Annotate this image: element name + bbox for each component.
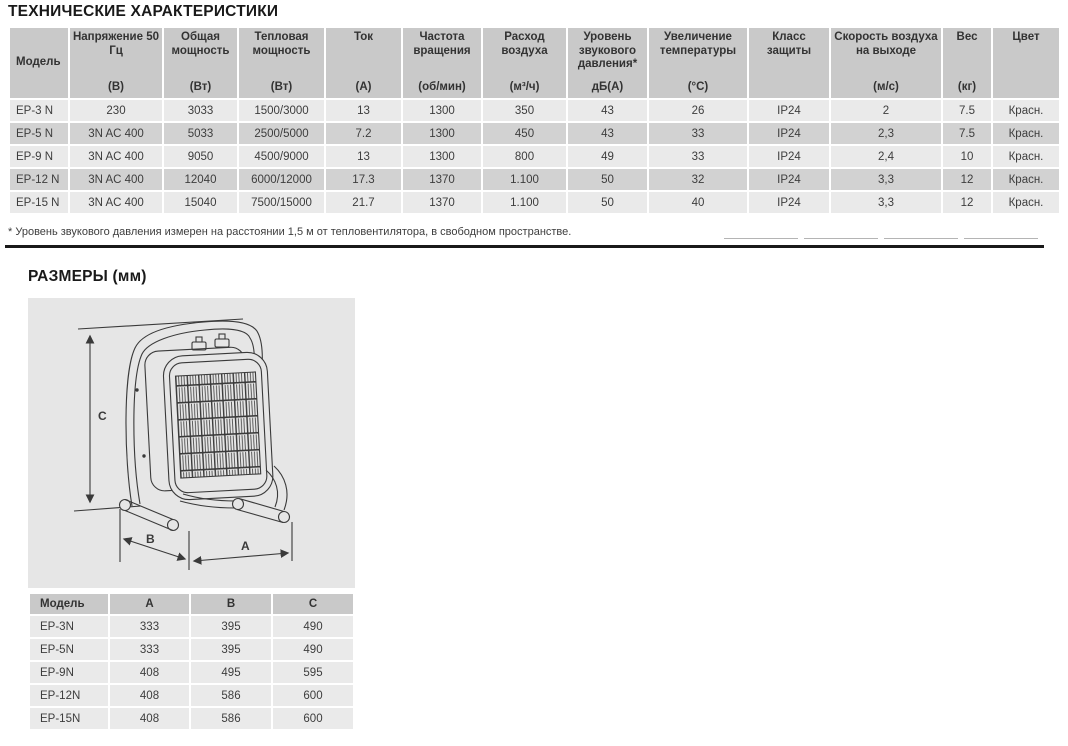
spec-row-value: 10 — [943, 146, 991, 167]
dimensions-row-value: 600 — [273, 685, 353, 706]
spec-row-value: 7.5 — [943, 100, 991, 121]
spec-row — [10, 123, 1059, 144]
dimensions-row-model: EP-3N — [30, 616, 108, 637]
spec-row-value: 50 — [568, 192, 647, 213]
front-grille — [175, 372, 260, 478]
heater-line-drawing — [28, 298, 355, 588]
spec-row-value: Красн. — [993, 169, 1059, 190]
spec-row-value: 2,3 — [831, 123, 941, 144]
spec-row-value: 43 — [568, 100, 647, 121]
dimensions-row — [30, 662, 353, 683]
spec-row-model: EP-3 N — [10, 100, 68, 121]
spec-row-value: 7.5 — [943, 123, 991, 144]
spec-row-value: 800 — [483, 146, 566, 167]
spec-row-value: 1.100 — [483, 192, 566, 213]
dimensions-row — [30, 616, 353, 637]
dimensions-row-value: 586 — [191, 708, 271, 729]
dimensions-heading: РАЗМЕРЫ (мм) — [28, 268, 147, 285]
spec-row — [10, 169, 1059, 190]
dimensions-column-header: Модель — [30, 594, 108, 614]
dimensions-row-value: 395 — [191, 639, 271, 660]
spec-row-value: 1500/3000 — [239, 100, 324, 121]
dimensions-column-header: B — [191, 594, 271, 614]
spec-row-value: 3033 — [164, 100, 237, 121]
spec-row-value: 1370 — [403, 169, 481, 190]
spec-row-value: Красн. — [993, 123, 1059, 144]
spec-row-value: 40 — [649, 192, 747, 213]
divider-segment — [804, 238, 878, 239]
spec-row-value: 9050 — [164, 146, 237, 167]
dimensions-row-value: 395 — [191, 616, 271, 637]
divider-segment — [964, 238, 1038, 239]
spec-row-value: 450 — [483, 123, 566, 144]
spec-column-header: Тепловая мощность (Вт) — [239, 28, 324, 98]
dimensions-row-value: 408 — [110, 685, 189, 706]
dimensions-row-value: 490 — [273, 616, 353, 637]
dimensions-header-row — [30, 594, 353, 614]
screw-dot — [142, 454, 145, 457]
dimensions-row-model: EP-5N — [30, 639, 108, 660]
spec-row-value: 230 — [70, 100, 162, 121]
spec-row-value: 3,3 — [831, 169, 941, 190]
spec-column-header: Вес (кг) — [943, 28, 991, 98]
spec-row-value: 5033 — [164, 123, 237, 144]
dimensions-row-value: 495 — [191, 662, 271, 683]
dimensions-row-value: 490 — [273, 639, 353, 660]
spec-column-header: Скорость воздуха на выходе (м/с) — [831, 28, 941, 98]
spec-row-value: 2 — [831, 100, 941, 121]
spec-row-value: IP24 — [749, 146, 829, 167]
spec-row-value: 15040 — [164, 192, 237, 213]
spec-row-value: 12040 — [164, 169, 237, 190]
dimensions-row-value: 408 — [110, 662, 189, 683]
spec-row-value: IP24 — [749, 100, 829, 121]
spec-row-value: IP24 — [749, 169, 829, 190]
dimensions-row — [30, 639, 353, 660]
spec-row-value: 21.7 — [326, 192, 401, 213]
section-divider-rule — [5, 245, 1044, 248]
spec-row-value: 2500/5000 — [239, 123, 324, 144]
spec-row-model: EP-15 N — [10, 192, 68, 213]
spec-table-container — [8, 26, 1061, 215]
sound-level-footnote: * Уровень звукового давления измерен на расстоянии 1,5 м от тепловентилятора, в свободном пространстве. — [8, 226, 572, 238]
dimensions-table-container — [28, 592, 355, 731]
spec-row-value: 17.3 — [326, 169, 401, 190]
spec-row — [10, 146, 1059, 167]
spec-row-value: 26 — [649, 100, 747, 121]
c-top-extension-line — [78, 319, 243, 329]
spec-row-value: 6000/12000 — [239, 169, 324, 190]
spec-row-value: 7.2 — [326, 123, 401, 144]
spec-column-header: Модель — [10, 28, 68, 98]
spec-row-value: 2,4 — [831, 146, 941, 167]
heater-dimension-drawing — [28, 298, 355, 588]
spec-row-value: Красн. — [993, 100, 1059, 121]
spec-row-value: 43 — [568, 123, 647, 144]
dimensions-row-model: EP-12N — [30, 685, 108, 706]
spec-row-value: 13 — [326, 146, 401, 167]
spec-row-value: 3N AC 400 — [70, 192, 162, 213]
spec-row-model: EP-5 N — [10, 123, 68, 144]
dimensions-table — [28, 592, 355, 731]
spec-row-value: IP24 — [749, 123, 829, 144]
spec-column-header: Общая мощность (Вт) — [164, 28, 237, 98]
dimensions-row-value: 586 — [191, 685, 271, 706]
dimensions-column-header: C — [273, 594, 353, 614]
spec-row-value: 1300 — [403, 100, 481, 121]
spec-column-header: Расход воздуха (м³/ч) — [483, 28, 566, 98]
spec-row-value: 1300 — [403, 146, 481, 167]
spec-column-header: Уровень звукового давления* дБ(А) — [568, 28, 647, 98]
spec-column-header: Напряжение 50 Гц (В) — [70, 28, 162, 98]
spec-row-value: 1.100 — [483, 169, 566, 190]
divider-segment — [884, 238, 958, 239]
spec-header-row — [10, 28, 1059, 98]
spec-row-value: 1300 — [403, 123, 481, 144]
spec-row-value: 3,3 — [831, 192, 941, 213]
spec-row-value: 3N AC 400 — [70, 123, 162, 144]
spec-row-value: Красн. — [993, 146, 1059, 167]
spec-row-model: EP-9 N — [10, 146, 68, 167]
dimensions-row-model: EP-15N — [30, 708, 108, 729]
dimensions-row-value: 333 — [110, 616, 189, 637]
dimensions-row-model: EP-9N — [30, 662, 108, 683]
spec-row-value: 350 — [483, 100, 566, 121]
spec-table — [8, 26, 1061, 215]
spec-table-body — [10, 100, 1059, 213]
spec-row-value: 49 — [568, 146, 647, 167]
dimensions-row-value: 595 — [273, 662, 353, 683]
dimensions-row — [30, 685, 353, 706]
spec-row-value: 12 — [943, 169, 991, 190]
spec-row-value: 33 — [649, 123, 747, 144]
b-dimension-label: B — [146, 532, 155, 546]
spec-column-header: Увеличение температуры (°С) — [649, 28, 747, 98]
spec-row-value: IP24 — [749, 192, 829, 213]
a-dimension-line — [194, 553, 288, 561]
spec-row-value: 50 — [568, 169, 647, 190]
spec-row-value: Красн. — [993, 192, 1059, 213]
spec-column-header: Ток (А) — [326, 28, 401, 98]
divider-segment — [724, 238, 798, 239]
a-dimension-label: A — [241, 539, 250, 553]
spec-row-value: 32 — [649, 169, 747, 190]
spec-row-value: 3N AC 400 — [70, 169, 162, 190]
spec-row-value: 4500/9000 — [239, 146, 324, 167]
spec-row-value: 13 — [326, 100, 401, 121]
spec-row — [10, 100, 1059, 121]
spec-row-value: 33 — [649, 146, 747, 167]
spec-row-value: 1370 — [403, 192, 481, 213]
c-bottom-extension-line — [74, 506, 141, 511]
spec-column-header: Цвет — [993, 28, 1059, 98]
spec-row-value: 7500/15000 — [239, 192, 324, 213]
screw-dot — [135, 388, 138, 391]
spec-row-value: 3N AC 400 — [70, 146, 162, 167]
spec-row — [10, 192, 1059, 213]
dimensions-table-body — [30, 616, 353, 729]
spec-column-header: Частота вращения (об/мин) — [403, 28, 481, 98]
dimensions-row-value: 333 — [110, 639, 189, 660]
spec-column-header: Класс защиты — [749, 28, 829, 98]
dimensions-row-value: 600 — [273, 708, 353, 729]
dimensions-column-header: A — [110, 594, 189, 614]
dimensions-row-value: 408 — [110, 708, 189, 729]
spec-row-model: EP-12 N — [10, 169, 68, 190]
page-title: ТЕХНИЧЕСКИЕ ХАРАКТЕРИСТИКИ — [8, 3, 279, 20]
dimensions-row — [30, 708, 353, 729]
heater-body — [144, 345, 274, 501]
c-dimension-label: C — [98, 409, 107, 423]
spec-row-value: 12 — [943, 192, 991, 213]
